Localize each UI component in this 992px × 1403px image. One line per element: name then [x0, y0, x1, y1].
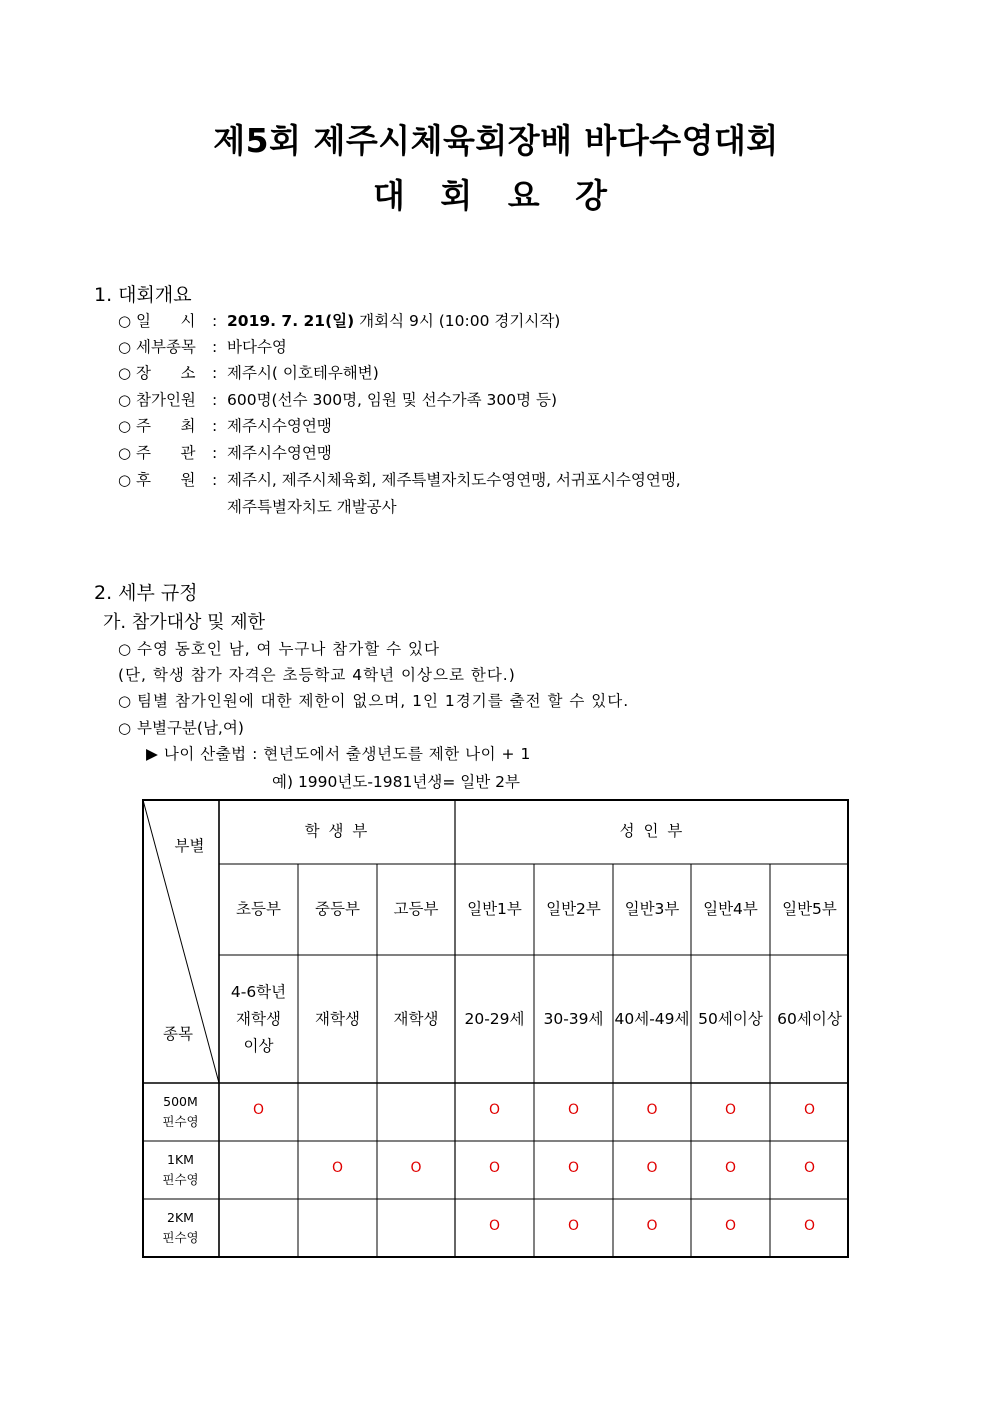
overview-value	[227, 416, 332, 436]
age-cell: 60세이상	[777, 1009, 842, 1028]
overview-value-text: 제주시, 제주시체육회, 제주특별자치도수영연맹, 서귀포시수영연맹,	[227, 471, 681, 489]
bullet-circle-icon: ○	[118, 640, 132, 658]
event-mark-cell: O	[567, 1101, 580, 1118]
rule-bullet-1: 수영 동호인 남, 여 누구나 참가할 수 있다	[137, 640, 440, 658]
event-mark-cell	[219, 1139, 298, 1197]
bullet-circle-icon: ○	[118, 338, 132, 356]
document-subtitle: 대 회 요 강	[373, 176, 619, 215]
age-example: 예) 1990년도-1981년생= 일반 2부	[272, 773, 520, 791]
event-mark-cell	[377, 1197, 455, 1255]
overview-value	[227, 363, 379, 383]
overview-label: 장 소	[136, 364, 196, 382]
event-name-cell: 2KM 핀수영	[162, 1210, 199, 1245]
event-mark-cell	[377, 1081, 455, 1139]
bullet-circle-icon: ○	[118, 417, 132, 435]
overview-value	[227, 390, 557, 410]
overview-label: 참가인원	[136, 391, 196, 409]
section2-heading: 2. 세부 규정	[94, 582, 198, 604]
event-mark-cell: O	[567, 1217, 580, 1234]
bullet-circle-icon: ○	[118, 719, 132, 737]
division-table	[142, 799, 849, 1258]
rule-bullet-2: 팀별 참가인원에 대한 제한이 없으며, 1인 1경기를 출전 할 수 있다.	[137, 692, 630, 710]
event-mark-cell: O	[803, 1159, 816, 1176]
event-mark-cell	[298, 1081, 377, 1139]
event-mark-cell: O	[567, 1159, 580, 1176]
event-name-cell: 500M 핀수영	[162, 1094, 199, 1129]
division-cell: 일반3부	[624, 900, 680, 918]
age-cell: 30-39세	[543, 1009, 604, 1028]
event-mark-cell: O	[724, 1101, 737, 1118]
event-mark-cell: O	[646, 1217, 658, 1234]
overview-label: 일 시	[136, 312, 196, 330]
event-mark-cell: O	[488, 1159, 501, 1176]
document-title: 제5회 제주시체육회장배 바다수영대회	[213, 121, 779, 160]
overview-value	[227, 470, 681, 490]
overview-value-text: 제주시수영연맹	[227, 417, 332, 435]
event-mark-cell	[298, 1197, 377, 1255]
adult-group-header: 성 인 부	[619, 822, 685, 840]
division-cell: 고등부	[393, 900, 439, 918]
event-mark-cell: O	[488, 1101, 501, 1118]
corner-bottom-label: 종목	[163, 1024, 193, 1043]
event-mark-cell: O	[488, 1217, 501, 1234]
overview-colon: :	[212, 364, 218, 382]
event-mark-cell: O	[646, 1159, 658, 1176]
overview-value-text: 바다수영	[227, 338, 287, 356]
overview-colon: :	[212, 417, 218, 435]
event-mark-cell: O	[331, 1159, 344, 1176]
rule-bullet-1-note: (단, 학생 참가 자격은 초등학교 4학년 이상으로 한다.)	[118, 666, 516, 684]
overview-colon: :	[212, 312, 218, 330]
age-cell: 40세-49세	[614, 1009, 690, 1028]
rule-bullet-3: 부별구분(남,여)	[137, 719, 244, 737]
division-cell: 일반4부	[703, 900, 758, 918]
division-cell: 일반5부	[782, 900, 837, 918]
age-cell: 4-6학년 재학생 이상	[230, 982, 287, 1055]
bullet-circle-icon: ○	[118, 312, 132, 330]
overview-colon: :	[212, 391, 218, 409]
overview-label: 후 원	[136, 471, 196, 489]
bullet-circle-icon: ○	[118, 364, 132, 382]
overview-colon: :	[212, 471, 218, 489]
section1-heading: 1. 대회개요	[94, 284, 192, 306]
age-cell: 재학생	[315, 1009, 360, 1028]
age-cell: 재학생	[393, 1009, 439, 1028]
student-group-header: 학 생 부	[304, 822, 370, 840]
division-cell: 일반1부	[467, 900, 522, 918]
division-cell: 일반2부	[546, 900, 601, 918]
overview-colon: :	[212, 444, 218, 462]
overview-label: 세부종목	[136, 338, 196, 356]
support-continuation: 제주특별자치도 개발공사	[227, 498, 397, 516]
event-mark-cell: O	[410, 1159, 422, 1176]
overview-value-bold: 2019. 7. 21(일)	[227, 312, 355, 330]
division-cell: 중등부	[315, 900, 360, 918]
event-name-cell: 1KM 핀수영	[162, 1152, 199, 1187]
corner-top-label: 부별	[174, 836, 205, 855]
bullet-circle-icon: ○	[118, 471, 132, 489]
event-mark-cell: O	[646, 1101, 658, 1118]
overview-value	[227, 311, 560, 331]
event-mark-cell: O	[252, 1101, 265, 1118]
event-mark-cell	[219, 1197, 298, 1255]
overview-value-text: 개회식 9시 (10:00 경기시작)	[354, 312, 561, 330]
section2-subheading: 가. 참가대상 및 제한	[103, 612, 265, 633]
age-cell: 20-29세	[464, 1009, 525, 1028]
age-rule: ▶ 나이 산출법 : 현년도에서 출생년도를 제한 나이 + 1	[146, 745, 531, 763]
overview-label: 주 최	[136, 417, 196, 435]
overview-value-text: 600명(선수 300명, 임원 및 선수가족 300명 등)	[227, 391, 557, 409]
bullet-circle-icon: ○	[118, 391, 132, 409]
event-mark-cell: O	[724, 1159, 737, 1176]
event-mark-cell: O	[803, 1101, 816, 1118]
overview-value	[227, 337, 287, 357]
overview-label: 주 관	[136, 444, 196, 462]
overview-value-text: 제주시( 이호테우해변)	[227, 364, 379, 382]
division-cell: 초등부	[236, 900, 281, 918]
bullet-circle-icon: ○	[118, 444, 132, 462]
overview-value-text: 제주시수영연맹	[227, 444, 332, 462]
overview-value	[227, 443, 332, 463]
event-mark-cell: O	[724, 1217, 737, 1234]
event-mark-cell: O	[803, 1217, 816, 1234]
bullet-circle-icon: ○	[118, 692, 132, 710]
overview-colon: :	[212, 338, 218, 356]
age-cell: 50세이상	[698, 1009, 763, 1028]
